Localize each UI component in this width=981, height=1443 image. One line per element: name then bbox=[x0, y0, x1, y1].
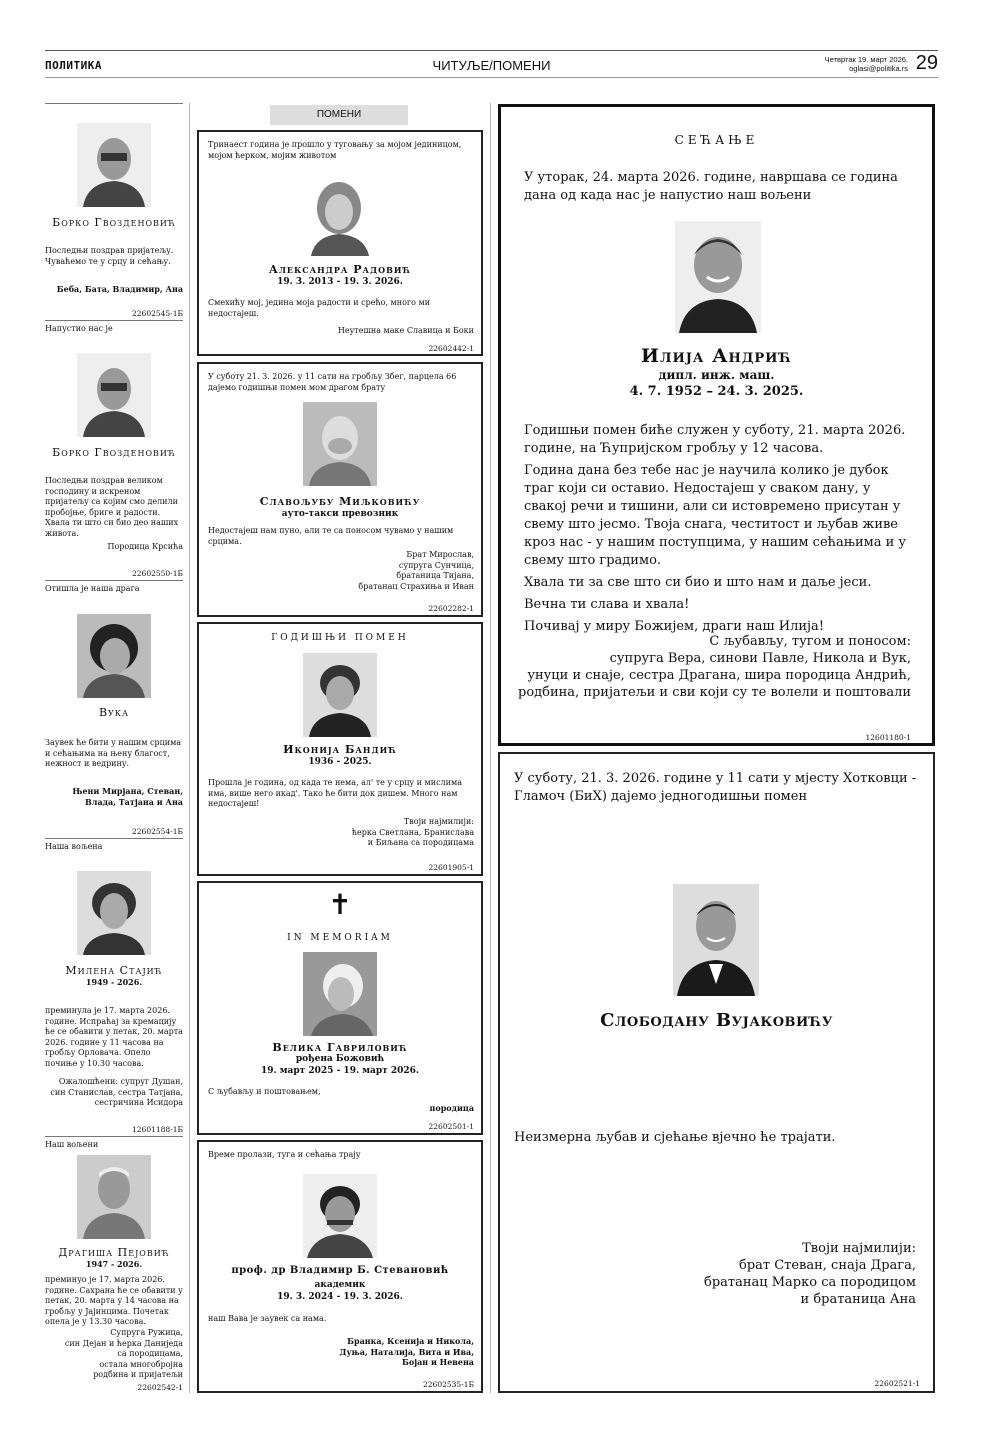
portrait-photo bbox=[303, 402, 377, 486]
separator bbox=[45, 320, 183, 321]
intro-text: У суботу, 21. 3. 2026. године у 11 сати у мјесту Хотковци - Гламоч (БиХ) дајемо једногодишњи помен bbox=[514, 771, 917, 804]
ad-code: 12601188-1Б bbox=[132, 1125, 183, 1134]
person-name: Драгиша Пејовић bbox=[58, 1246, 170, 1259]
signature-line: са породицама, bbox=[117, 1349, 183, 1358]
person-name: Илија Андрић bbox=[641, 345, 792, 367]
ad-code: 22602542-1 bbox=[137, 1383, 183, 1392]
signature bbox=[208, 550, 474, 592]
subtitle: академик bbox=[314, 1280, 366, 1290]
paragraph: Почивај у миру Божијем, драги наш Илија! bbox=[524, 619, 825, 634]
ad-code: 22602521-1 bbox=[874, 1379, 920, 1388]
memorial-text: Последњи поздрав великом господину и искреном пријатељу са којим смо делили пробојње, бриге и радости. Хвала ти што си био део наших живота. bbox=[45, 476, 179, 538]
signature-line: ћерка Светлана, Бранислава bbox=[351, 827, 474, 837]
pre-text: Наш вољени bbox=[45, 1140, 99, 1149]
memorial-text: Смехићу мој, једина моја радости и срећо, много ми недостајеш. bbox=[208, 298, 431, 318]
signature bbox=[208, 817, 474, 849]
memorial-box bbox=[197, 881, 483, 1135]
column-rule bbox=[189, 103, 190, 1393]
signature-line: унуци и снаје, сестра Драгана, шира породица Андрић, bbox=[527, 668, 911, 683]
signature-line: остала многобројна bbox=[99, 1359, 183, 1369]
person-name: Иконија Бандић bbox=[283, 743, 397, 756]
ad-code: 12601180-1 bbox=[865, 733, 911, 742]
portrait-photo bbox=[303, 172, 377, 256]
pre-text: Наша вољена bbox=[45, 842, 103, 851]
signature-line: Твоји најмилији: bbox=[403, 817, 474, 826]
section-title: ЧИТУЉЕ/ПОМЕНИ bbox=[432, 58, 551, 73]
portrait-photo bbox=[77, 353, 151, 437]
person-name: проф. др Владимир Б. Стевановић bbox=[231, 1265, 449, 1276]
signature-line: и братаница Ана bbox=[800, 1292, 916, 1307]
person-name: Александра Радовић bbox=[268, 263, 412, 276]
paragraph: Годишњи помен биће служен у суботу, 21. марта 2026. године, на Ћупријском гробљу у 12 часова. bbox=[524, 423, 906, 456]
intro-text: Тринаест година је прошло у туговању за мојом јединицом, мојом ћерком, мојим животом bbox=[208, 140, 462, 160]
signature-line: Бранка, Ксенија и Никола, bbox=[347, 1336, 474, 1346]
signature-line: Супруга Ружица, bbox=[110, 1328, 183, 1337]
ad-code: 22602550-1Б bbox=[132, 569, 183, 578]
paragraph: Година дана без тебе нас је научила колико је дубок траг који си оставио. Недостајеш у сваком дану, у свакој речи и тишини, али си истовремено присутан у свему што јесмо. Твоја снага, честитост и љубав живе кроз нас - у нашим поступцима, у нашим сећањима и у свему што градимо. bbox=[524, 463, 907, 568]
signature: Породица Крсића bbox=[107, 542, 183, 551]
person-name: Велика Гавриловић bbox=[272, 1041, 408, 1054]
signature-line: родбина, пријатељи и сви који су те волели и поштовали bbox=[518, 685, 911, 700]
date-text: Четвртак 19. март 2026. bbox=[824, 55, 908, 64]
portrait-photo bbox=[303, 1174, 377, 1258]
person-name: Борко Гвозденовић bbox=[52, 216, 176, 229]
signature: Неутешна маке Славица и Боки bbox=[337, 326, 474, 335]
memorial-text: преминуо је 17. марта 2026. године. Сахрана ће се обавити у петак, 20. марта у 14 часова на гробљу у Јајинцима. Почетак опела је у 13.30 часова. bbox=[45, 1275, 183, 1326]
signature bbox=[510, 1240, 916, 1308]
signature-line: родбина и пријатељи bbox=[93, 1370, 183, 1379]
signature-line: Њени Мирјана, Стеван, bbox=[72, 786, 183, 796]
memorial-box bbox=[197, 362, 483, 617]
years: 19. 3. 2013 - 19. 3. 2026. bbox=[277, 277, 403, 287]
memorial-text: С љубављу и поштовањем, bbox=[208, 1087, 321, 1096]
portrait-photo bbox=[77, 871, 151, 955]
signature-line: супруга Сунчица, bbox=[398, 560, 474, 570]
separator bbox=[45, 838, 183, 839]
page-number: 29 bbox=[915, 52, 938, 74]
memorial-text: наш Вава је заувек са нама. bbox=[208, 1314, 327, 1323]
signature bbox=[45, 786, 183, 807]
signature-line: братанац Марко са породицом bbox=[704, 1275, 916, 1290]
newspaper-logo: ПОЛИТИКА bbox=[45, 59, 102, 72]
cross-icon: ✝ bbox=[328, 888, 352, 921]
page-header bbox=[45, 50, 938, 78]
memorial-box-main bbox=[498, 752, 935, 1393]
ad-code: 22602501-1 bbox=[428, 1122, 474, 1131]
portrait-photo bbox=[675, 221, 761, 333]
person-name: Борко Гвозденовић bbox=[52, 446, 176, 459]
intro-text: У суботу 21. 3. 2026. у 11 сати на гробљу Збег, парцела 66 дајемо годишњи помен мом драгом брату bbox=[208, 372, 457, 392]
memorial-text: Заувек ће бити у нашим срцима и сећањима на њену благост, нежност и ведрину. bbox=[45, 738, 182, 768]
ad-code: 22602554-1Б bbox=[132, 827, 183, 836]
years: 4. 7. 1952 – 24. 3. 2025. bbox=[629, 384, 804, 399]
memorial-box bbox=[197, 622, 483, 876]
signature: породица bbox=[429, 1103, 474, 1113]
ad-code: 22602545-1Б bbox=[132, 309, 183, 318]
pre-text: Напустио нас је bbox=[45, 324, 113, 333]
memorial-box bbox=[197, 130, 483, 356]
signature bbox=[208, 1336, 474, 1368]
memorial-text: Недостајеш нам пуно, али те са поносом чувамо у нашим срцима. bbox=[208, 526, 454, 546]
portrait-photo bbox=[77, 1155, 151, 1239]
ad-code: 22602282-1 bbox=[428, 604, 474, 613]
separator bbox=[45, 580, 183, 581]
memorial-box bbox=[197, 1140, 483, 1393]
intro-text: Време пролази, туга и сећања трају bbox=[208, 1150, 361, 1159]
box-heading: СЕЋАЊЕ bbox=[674, 133, 759, 147]
years: 19. март 2025 - 19. март 2026. bbox=[260, 1066, 420, 1076]
portrait-photo bbox=[303, 952, 377, 1036]
signature-line: Бојан и Невена bbox=[402, 1357, 474, 1367]
signature-line: сестричина Исидора bbox=[94, 1098, 183, 1107]
memorial-text: преминула је 17. марта 2026. године. Испраћај за кремацију ће се обавити у петак, 20. марта 2026. године у 11 часова на гробљу Орловача. Опело почиње у 10.30 часова. bbox=[45, 1006, 183, 1068]
years: 19. 3. 2024 - 19. 3. 2026. bbox=[277, 1292, 403, 1302]
title: дипл. инж. маш. bbox=[658, 368, 775, 382]
signature bbox=[45, 1328, 183, 1381]
issue-date bbox=[825, 55, 908, 73]
portrait-photo bbox=[673, 884, 759, 996]
portrait-photo bbox=[77, 614, 151, 698]
signature-line: син Дејан и ћерка Даниједа bbox=[64, 1338, 183, 1348]
section-tag: ПОМЕНИ bbox=[270, 105, 408, 125]
memorial-box-main bbox=[498, 104, 935, 746]
signature-line: супруга Вера, синови Павле, Никола и Вук, bbox=[609, 651, 911, 666]
intro-text: У уторак, 24. марта 2026. године, навршава се година дана од када нас је напустио наш вољени bbox=[524, 170, 898, 203]
box-heading: IN MEMORIAM bbox=[287, 933, 393, 943]
signature-line: брат Стеван, снаја Драга, bbox=[739, 1258, 916, 1273]
memorial-text: Прошла је година, од када те нема, ал' те у срцу и мислима има, више него икад'. Тако ће бити док дишем. Много нам недостајеш! bbox=[208, 778, 462, 808]
separator bbox=[45, 1136, 183, 1137]
signature-line: С љубављу, тугом и поносом: bbox=[709, 634, 911, 649]
signature-line: братаница Тијана, bbox=[396, 571, 474, 580]
signature bbox=[511, 633, 911, 701]
signature bbox=[45, 1077, 183, 1109]
ad-code: 22601905-1 bbox=[428, 863, 474, 872]
memorial-text: Последњи поздрав пријатељу. Чуваћемо те у срцу и сећању. bbox=[45, 246, 174, 266]
years: 1949 - 2026. bbox=[85, 977, 143, 987]
main-text bbox=[524, 422, 914, 636]
person-name: Слободану Вујаковићу bbox=[600, 1010, 833, 1031]
subtitle: ауто-такси превозник bbox=[281, 509, 399, 519]
email-text: oglasi@politika.rs bbox=[849, 64, 908, 73]
separator bbox=[45, 103, 183, 104]
signature-line: Дуња, Наталија, Вита и Ива, bbox=[339, 1346, 474, 1357]
pre-text: Отишла је наша драга bbox=[45, 584, 140, 593]
person-name: Славољубу Миљковићу bbox=[259, 495, 421, 508]
signature-line: Влада, Татјана и Ана bbox=[85, 796, 183, 807]
portrait-photo bbox=[303, 653, 377, 737]
person-name: Милена Стајић bbox=[65, 964, 163, 977]
memorial-text: Неизмерна љубав и сјећање вјечно ће трајати. bbox=[514, 1130, 836, 1145]
years: 1947 - 2026. bbox=[85, 1259, 143, 1269]
paragraph: Хвала ти за све што си био и што нам и даље јеси. bbox=[524, 575, 872, 590]
paragraph: Вечна ти слава и хвала! bbox=[524, 597, 690, 612]
portrait-photo bbox=[77, 123, 151, 207]
ad-code: 22602442-1 bbox=[428, 344, 474, 353]
box-heading: ГОДИШЊИ ПОМЕН bbox=[271, 633, 409, 643]
person-name: Вука bbox=[98, 706, 130, 719]
signature-line: син Станислав, сестра Татјана, bbox=[50, 1087, 183, 1097]
signature-line: и Биљана са породицама bbox=[367, 838, 474, 847]
signature-line: Ожалошћени: супруг Душан, bbox=[58, 1077, 183, 1086]
ad-code: 22602535-1Б bbox=[423, 1380, 474, 1389]
signature-line: Твоји најмилији: bbox=[802, 1241, 916, 1256]
signature: Беба, Бата, Владимир, Ана bbox=[56, 284, 183, 294]
subtitle: рођена Божовић bbox=[295, 1054, 385, 1064]
years: 1936 - 2025. bbox=[308, 757, 372, 767]
signature-line: Брат Мирослав, bbox=[406, 550, 474, 559]
signature-line: братанац Страхиња и Иван bbox=[358, 581, 474, 591]
column-rule bbox=[490, 103, 491, 1393]
